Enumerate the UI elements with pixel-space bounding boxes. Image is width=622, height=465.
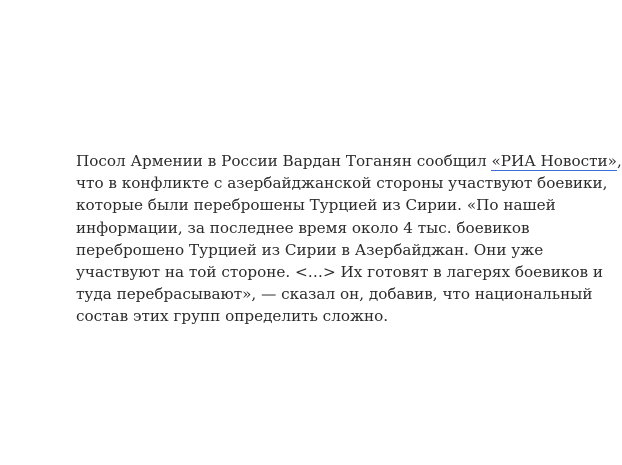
paragraph-line: туда перебрасывают», — сказал он, добавив, что национальный — [76, 285, 593, 304]
paragraph-line: состав этих групп определить сложно. — [76, 307, 389, 326]
line-text: , — [616, 152, 622, 170]
paragraph-line — [76, 150, 622, 172]
paragraph-line: участвуют на той стороне. <…> Их готовят в лагерях боевиков и — [76, 263, 603, 282]
article-paragraph — [76, 150, 622, 328]
ria-novosti-link[interactable]: «РИА Новости» — [491, 152, 617, 170]
article-body — [76, 150, 622, 328]
paragraph-line: информации, за последнее время около 4 тыс. боевиков — [76, 218, 530, 237]
paragraph-line: которые были переброшены Турцией из Сирии. «По нашей — [76, 196, 556, 215]
line-text: Посол Армении в России Вардан Тоганян сообщил — [76, 152, 492, 170]
paragraph-line: что в конфликте с азербайджанской стороны участвуют боевики, — [76, 174, 608, 193]
paragraph-line: переброшено Турцией из Сирии в Азербайджан. Они уже — [76, 240, 544, 259]
